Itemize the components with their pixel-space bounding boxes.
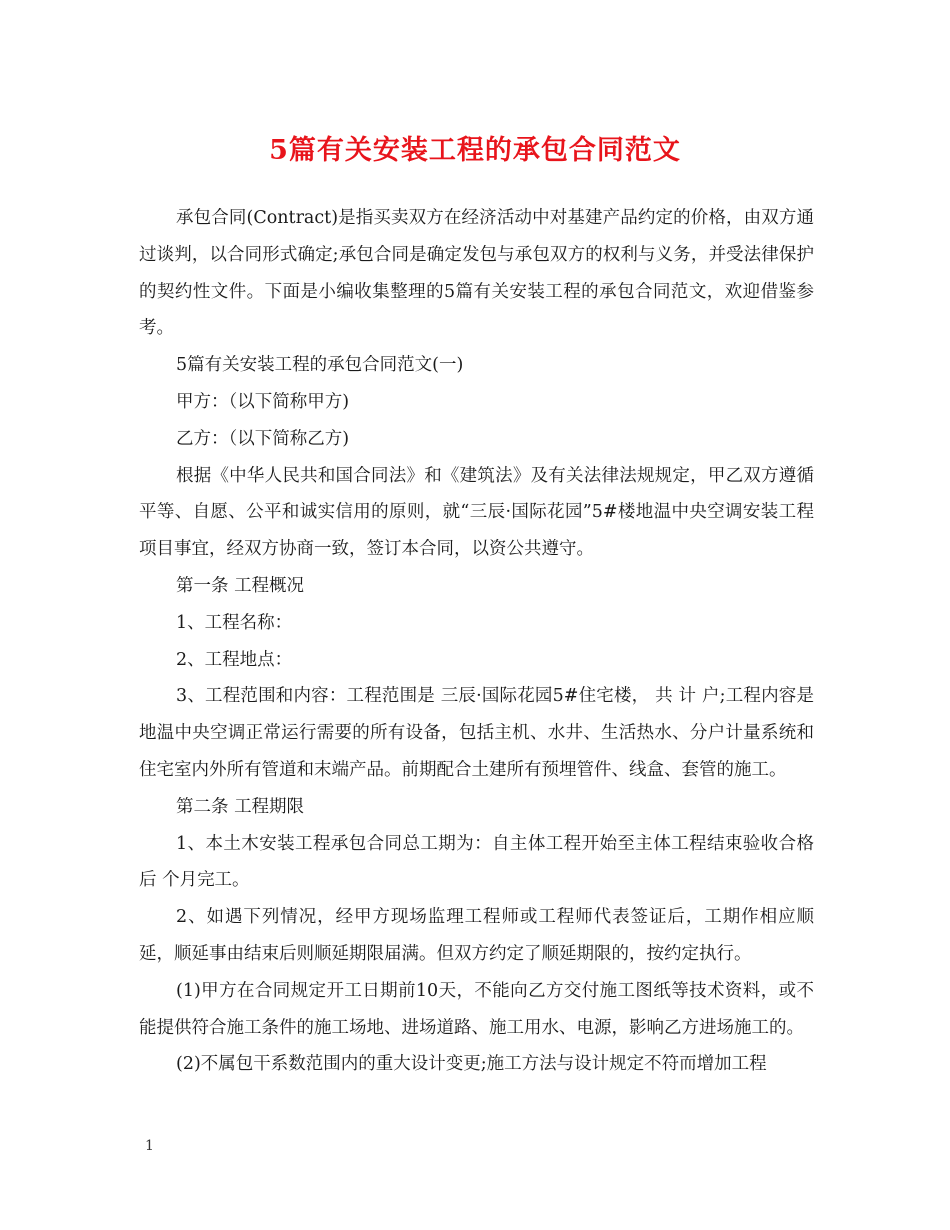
document-body	[139, 200, 814, 1083]
paragraph-article-1-heading: 第一条 工程概况	[176, 575, 305, 596]
paragraph-extension: 2、如遇下列情况，经甲方现场监理工程师或工程师代表签证后，工期作相应顺延，顺延事由结束后则顺延期限届满。但双方约定了顺延期限的，按约定执行。	[139, 907, 814, 964]
paragraph-party-b: 乙方：（以下简称乙方)	[176, 428, 350, 449]
paragraph-basis: 根据《中华人民共和国合同法》和《建筑法》及有关法律法规规定，甲乙双方遵循平等、自愿、公平和诚实信用的原则，就“三辰·国际花园”5#楼地温中央空调安装工程项目事宜，经双方协商一致，签订本合同，以资公共遵守。	[139, 465, 814, 560]
paragraph-project-scope: 3、工程范围和内容：工程范围是 三辰·国际花园5#住宅楼， 共 计 户;工程内容是地温中央空调正常运行需要的所有设备，包括主机、水井、生活热水、分户计量系统和住宅室内外所有管道和末端产品。前期配合土建所有预埋管件、线盒、套管的施工。	[139, 686, 814, 780]
paragraph-section-heading: 5篇有关安装工程的承包合同范文(一)	[176, 355, 464, 376]
page-number: 1	[145, 1138, 154, 1154]
paragraph-project-location: 2、工程地点：	[176, 649, 293, 670]
paragraph-total-duration: 1、本土木安装工程承包合同总工期为：自主体工程开始至主体工程结束验收合格后 个月完工。	[139, 833, 814, 891]
paragraph-condition-2: (2)不属包干系数范围内的重大设计变更;施工方法与设计规定不符而增加工程	[176, 1054, 767, 1075]
paragraph-intro: 承包合同(Contract)是指买卖双方在经济活动中对基建产品约定的价格，由双方通过谈判，以合同形式确定;承包合同是确定发包与承包双方的权利与义务，并受法律保护的契约性文件。下面是小编收集整理的5篇有关安装工程的承包合同范文，欢迎借鉴参考。	[139, 208, 814, 339]
paragraph-condition-1: (1)甲方在合同规定开工日期前10天，不能向乙方交付施工图纸等技术资料，或不能提供符合施工条件的施工场地、进场道路、施工用水、电源，影响乙方进场施工的。	[139, 980, 814, 1038]
paragraph-article-2-heading: 第二条 工程期限	[176, 796, 305, 817]
document-title: 5篇有关安装工程的承包合同范文	[269, 135, 681, 166]
paragraph-project-name: 1、工程名称：	[176, 612, 293, 633]
paragraph-party-a: 甲方：（以下简称甲方)	[176, 391, 350, 412]
